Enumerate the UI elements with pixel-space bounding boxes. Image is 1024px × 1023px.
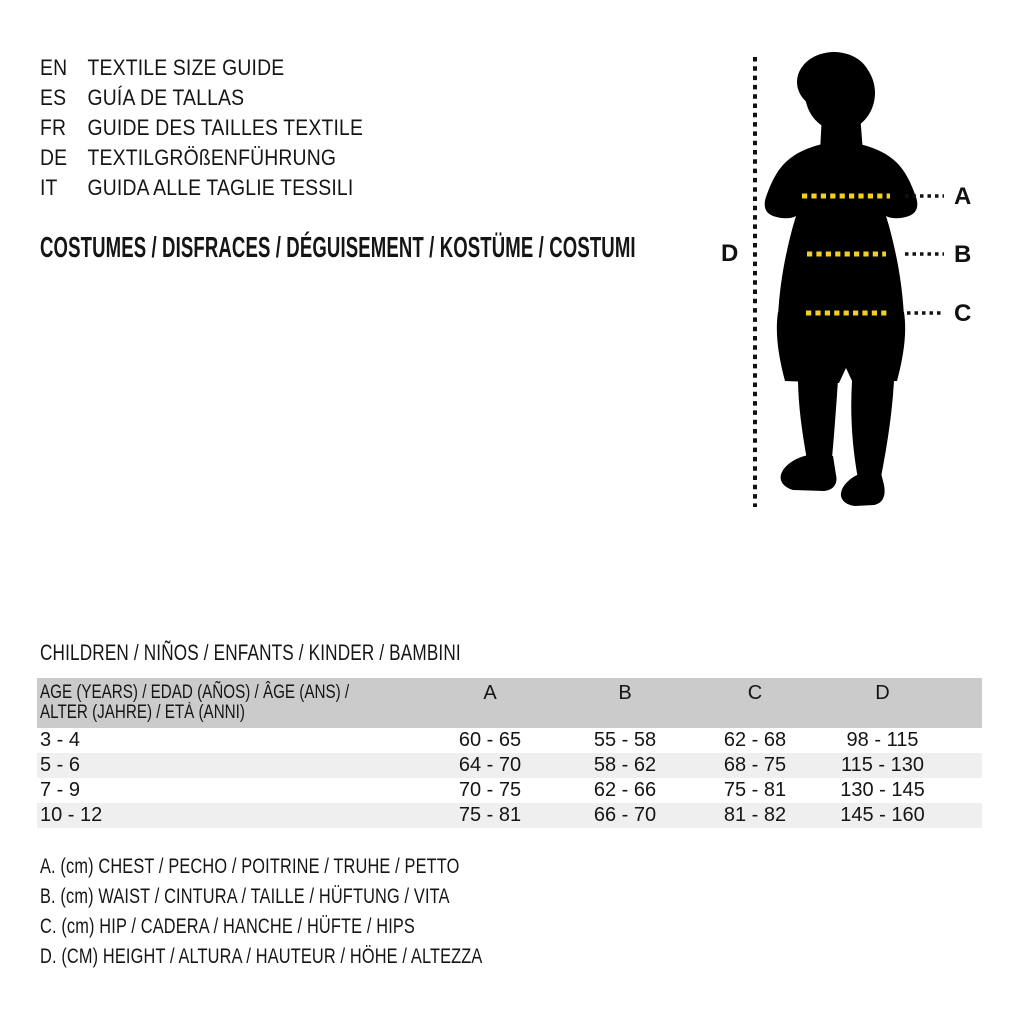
age-header-line1: AGE (YEARS) / EDAD (AÑOS) / ÂGE (ANS) / [40, 682, 350, 703]
language-row-fr [40, 113, 407, 143]
language-label: GUÍA DE TALLAS [87, 85, 245, 110]
language-label: GUIDE DES TAILLES TEXTILE [87, 115, 364, 140]
row-spacer [945, 803, 982, 828]
row-spacer [945, 753, 982, 778]
age-cell: 3 - 4 [40, 729, 81, 751]
language-code: DE [40, 145, 68, 170]
height-value: 115 - 130 [840, 754, 925, 776]
waist-value: 58 - 62 [593, 754, 657, 776]
height-value: 130 - 145 [840, 779, 925, 801]
language-label: TEXTILE SIZE GUIDE [87, 55, 285, 80]
language-code: FR [40, 115, 67, 140]
waist-value: 55 - 58 [593, 729, 657, 751]
hip-value: 68 - 75 [723, 754, 787, 776]
height-value: 145 - 160 [840, 804, 925, 826]
measurement-legend [40, 851, 622, 971]
language-row-es [40, 83, 407, 113]
table-row [37, 753, 982, 778]
silhouette-left-shoe [781, 455, 837, 491]
silhouette-left-leg [798, 378, 838, 460]
column-header-a: A [483, 682, 497, 704]
hip-value: 62 - 68 [723, 729, 787, 751]
age-cell: 5 - 6 [40, 754, 81, 776]
hip-value: 81 - 82 [723, 804, 787, 826]
figure-label-d: D [721, 240, 739, 267]
row-spacer [945, 728, 982, 753]
language-label: GUIDA ALLE TAGLIE TESSILI [87, 175, 354, 200]
table-header-row [37, 678, 982, 728]
silhouette-right-shoe [841, 473, 885, 506]
figure-label-b: B [954, 241, 972, 268]
size-table [37, 678, 982, 828]
silhouette-shirt [765, 142, 918, 316]
category-title: COSTUMES / DISFRACES / DÉGUISEMENT / KOSTÜME / COSTUMI [40, 232, 636, 264]
row-spacer [945, 778, 982, 803]
legend-line-chest: A. (cm) CHEST / PECHO / POITRINE / TRUHE / PETTO [40, 854, 460, 878]
child-measurement-figure [690, 30, 1024, 560]
silhouette-hair [797, 52, 871, 112]
table-row [37, 728, 982, 753]
header-spacer [945, 683, 982, 728]
column-header-c: C [747, 682, 763, 704]
language-row-it [40, 173, 407, 203]
section-title-children: CHILDREN / NIÑOS / ENFANTS / KINDER / BAMBINI [40, 640, 461, 665]
language-code: ES [40, 85, 67, 110]
legend-line-height: D. (CM) HEIGHT / ALTURA / HAUTEUR / HÖHE / ALTEZZA [40, 944, 483, 968]
chest-value: 70 - 75 [458, 779, 522, 801]
chest-value: 64 - 70 [458, 754, 522, 776]
chest-value: 75 - 81 [458, 804, 522, 826]
language-label: TEXTILGRÖßENFÜHRUNG [87, 145, 337, 170]
silhouette-right-leg [851, 381, 894, 479]
child-silhouette [765, 52, 918, 506]
silhouette-shorts [777, 312, 905, 383]
chest-value: 60 - 65 [458, 729, 522, 751]
age-cell: 10 - 12 [40, 804, 103, 826]
age-cell: 7 - 9 [40, 779, 81, 801]
column-header-d: D [875, 682, 890, 704]
height-value: 98 - 115 [846, 729, 919, 751]
language-row-en [40, 53, 407, 83]
figure-label-a: A [954, 183, 972, 210]
language-row-de [40, 143, 407, 173]
waist-value: 66 - 70 [593, 804, 657, 826]
hip-value: 75 - 81 [723, 779, 787, 801]
language-code: IT [40, 175, 58, 200]
age-header-line2: ALTER (JAHRE) / ETÀ (ANNI) [40, 702, 245, 723]
column-header-b: B [618, 682, 632, 704]
table-row [37, 803, 982, 828]
language-code: EN [40, 55, 68, 80]
language-list [40, 53, 407, 203]
legend-line-hip: C. (cm) HIP / CADERA / HANCHE / HÜFTE / HIPS [40, 914, 415, 938]
table-row [37, 778, 982, 803]
figure-label-c: C [954, 300, 972, 327]
legend-line-waist: B. (cm) WAIST / CINTURA / TAILLE / HÜFTUNG / VITA [40, 884, 450, 908]
waist-value: 62 - 66 [593, 779, 657, 801]
age-column-header [37, 683, 420, 728]
